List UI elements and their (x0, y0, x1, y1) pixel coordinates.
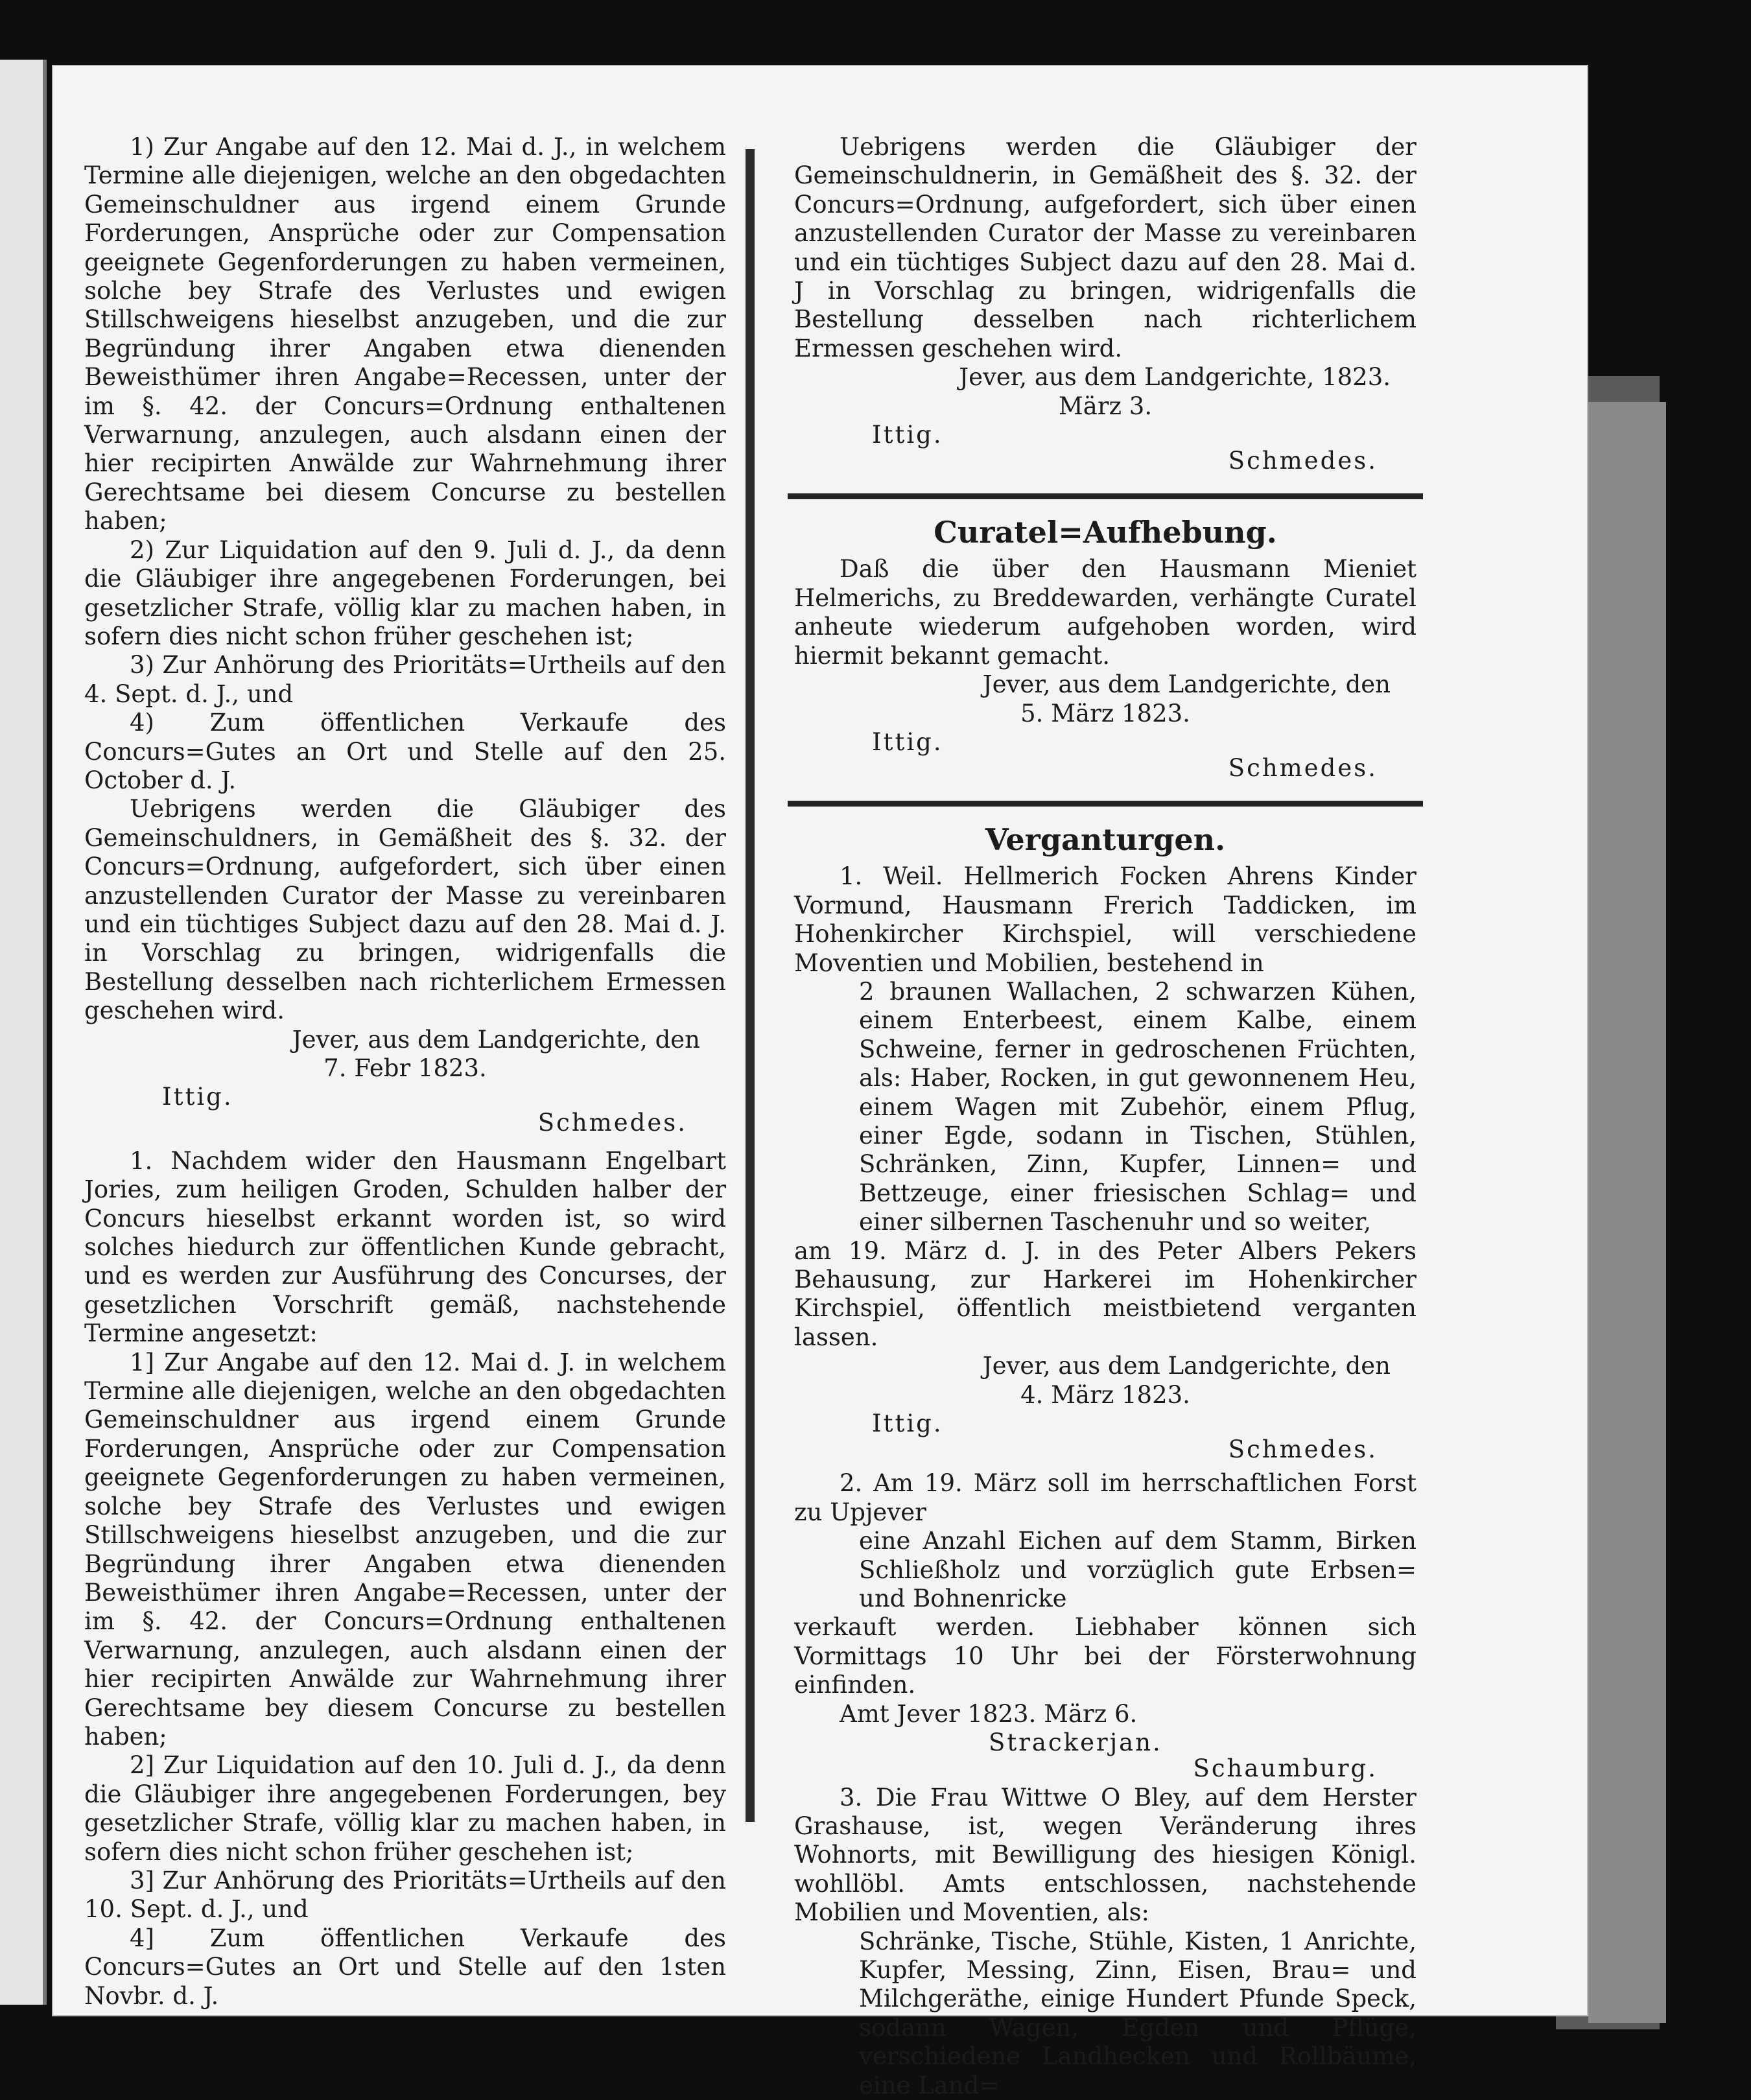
notice-term-3b: 3] Zur Anhörung des Prioritäts=Urtheils auf den 10. Sept. d. J., und (84, 1866, 726, 1924)
signature-ittig: Ittig. (872, 1410, 943, 1438)
section-rule (788, 801, 1423, 807)
signature-date: März 3. (1058, 392, 1153, 420)
heading-curatel: Curatel=Aufhebung. (934, 515, 1277, 550)
signature-place: Jever, aus dem Landgerichte, den (292, 1025, 700, 1054)
signature-date: 5. März 1823. (1020, 699, 1190, 727)
book-edge-pages (1588, 402, 1666, 2023)
notice-term-2b: 2] Zur Liquidation auf den 10. Juli d. J., da denn die Gläubiger ihre angegebenen Forderungen, bey gesetzlicher Strafe, völlig klar zu machen haben, in sofern dies nicht schon früher geschehen ist; (84, 1751, 726, 1866)
auction-2-intro: 2. Am 19. März soll im herrschaftlichen Forst zu Upjever (794, 1469, 1416, 1526)
signature-date: 4. März 1823. (1020, 1380, 1190, 1409)
signature-schmedes: Schmedes. (537, 1109, 687, 1137)
column-divider (746, 149, 755, 1822)
facing-page-edge (0, 60, 47, 2005)
notice-concurs-jories: 1. Nachdem wider den Hausmann Engelbart Jories, zum heiligen Groden, Schulden halber der Concurs hieselbst erkannt worden ist, so wird solches hiedurch zur öffentlichen Kunde gebracht, und es werden zur Ausführung des Concurses, der gesetzlichen Vorschrift gemäß, nachstehende Termine angesetzt: (84, 1146, 726, 1348)
notice-curatel: Daß die über den Hausmann Mieniet Helmerichs, zu Breddewarden, verhängte Curatel anheute wiederum aufgehoben worden, wird hiermit bekannt gemacht. (794, 555, 1416, 670)
signature-schmedes: Schmedes. (1228, 1435, 1378, 1464)
auction-1-items: 2 braunen Wallachen, 2 schwarzen Kühen, einem Enterbeest, einem Kalbe, einem Schweine, ferner in gedroschenen Früchten, als: Haber, Rocken, in gut gewonnenem Heu, einem Wagen mit Zubehör, einem Pflug, einer Egde, sodann in Tischen, Stühlen, Schränken, Zinn, Kupfer, Linnen= und Bettzeuge, einer friesischen Schlag= und einer silbernen Taschenuhr und so weiter, (859, 977, 1416, 1236)
signature-row (794, 1410, 1416, 1464)
signature-place: Jever, aus dem Landgerichte, den (982, 1352, 1391, 1380)
auction-2-details: verkauft werden. Liebhaber können sich Vormittags 10 Uhr bei der Försterwohnung einfinden. (794, 1613, 1416, 1699)
signature-date: 7. Febr 1823. (323, 1054, 487, 1082)
auction-1-intro: 1. Weil. Hellmerich Focken Ahrens Kinder Vormund, Hausmann Frerich Taddicken, im Hohenkircher Kirchspiel, will verschiedene Moventien und Mobilien, bestehend in (794, 862, 1416, 977)
auction-1-details: am 19. März d. J. in des Peter Albers Pekers Behausung, zur Harkerei im Hohenkircher Kirchspiel, öffentlich meistbietend verganten lassen. (794, 1236, 1416, 1351)
signature-place: Jever, aus dem Landgerichte, den (982, 670, 1391, 699)
notice-term-1b: 1] Zur Angabe auf den 12. Mai d. J. in welchem Termine alle diejenigen, welche an den obgedachten Gemeinschuldner aus irgend einem Grunde Forderungen, Ansprüche oder zur Compensation geeignete Gegenforderungen zu haben vermeinen, solche bey Strafe des Verlustes und ewigen Stillschweigens hieselbst anzugeben, und die zur Begründung ihrer Angaben etwa dienenden Beweisthümer ihren Angabe=Recessen, unter der im §. 42. der Concurs=Ordnung enthaltenen Verwarnung, anzulegen, auch alsdann einen der hier recipirten Anwälde zur Wahrnehmung ihrer Gerechtsame bey diesem Concurse zu bestellen haben; (84, 1348, 726, 1751)
section-rule (788, 493, 1423, 499)
signature-strackerjan: Strackerjan. (989, 1728, 1162, 1757)
signature-ittig: Ittig. (872, 727, 943, 756)
heading-vergantungen: Verganturgen. (985, 822, 1226, 858)
notice-term-1: 1) Zur Angabe auf den 12. Mai d. J., in welchem Termine alle diejenigen, welche an den obgedachten Gemeinschuldner aus irgend einem Grunde Forderungen, Ansprüche oder zur Compensation geeignete Gegenforderungen zu haben vermeinen, solche bey Strafe des Verlustes und ewigen Stillschweigens hieselbst anzugeben, und die zur Begründung ihrer Angaben etwa dienenden Beweisthümer ihren Angabe=Recessen, unter der im §. 42. der Concurs=Ordnung enthaltenen Verwarnung, anzulegen, auch alsdann einen der hier recipirten Anwälde zur Wahrnehmung ihrer Gerechtsame bei diesem Concurse zu bestellen haben; (84, 133, 726, 536)
auction-3-items: Schränke, Tische, Stühle, Kisten, 1 Anrichte, Kupfer, Messing, Zinn, Eisen, Brau= und Milchgeräthe, einige Hundert Pfunde Speck, sodann Wagen, Egden und Pflüge, verschiedene Landhecken und Rollbäume, eine Land= (859, 1927, 1416, 2099)
notice-term-2: 2) Zur Liquidation auf den 9. Juli d. J., da denn die Gläubiger ihre angegebenen Forderungen, bei gesetzlicher Strafe, völlig klar zu machen haben, in sofern dies nicht schon früher geschehen ist; (84, 536, 726, 650)
signature-ittig: Ittig. (872, 421, 943, 449)
notice-term-4b: 4] Zum öffentlichen Verkaufe des Concurs=Gutes an Ort und Stelle auf den 1sten Novbr. d. J. (84, 1924, 726, 2010)
signature-schmedes: Schmedes. (1228, 447, 1378, 475)
auction-2-items: eine Anzahl Eichen auf dem Stamm, Birken Schließholz und vorzüglich gute Erbsen= und Bohnenricke (859, 1527, 1416, 1613)
notice-term-3: 3) Zur Anhörung des Prioritäts=Urtheils auf den 4. Sept. d. J., und (84, 651, 726, 708)
signature-schaumburg: Schaumburg. (1193, 1754, 1378, 1783)
signature-schmedes: Schmedes. (1228, 753, 1378, 782)
notice-term-4: 4) Zum öffentlichen Verkaufe des Concurs=Gutes an Ort und Stelle auf den 25. October d. J. (84, 709, 726, 794)
notice-creditors-2: Uebrigens werden die Gläubiger der Gemeinschuldnerin, in Gemäßheit des §. 32. der Concurs=Ordnung, aufgefordert, sich über einen anzustellenden Curator der Masse zu vereinbaren und ein tüchtiges Subject dazu auf den 28. Mai d. J in Vorschlag zu bringen, widrigenfalls die Bestellung desselben nach richterlichem Ermessen geschehen wird. (794, 133, 1416, 362)
signature-row (794, 421, 1416, 475)
notice-creditors: Uebrigens werden die Gläubiger des Gemeinschuldners, in Gemäßheit des §. 32. der Concurs=Ordnung, aufgefordert, sich über einen anzustellenden Curator der Masse zu vereinbaren und ein tüchtiges Subject dazu auf den 28. Mai d. J. in Vorschlag zu bringen, widrigenfalls die Bestellung desselben nach richterlichem Ermessen geschehen wird. (84, 795, 726, 1025)
signature-row (794, 1728, 1416, 1783)
left-column (84, 133, 726, 2011)
signature-row (84, 1083, 726, 1137)
signature-ittig: Ittig. (162, 1083, 233, 1111)
right-column (794, 133, 1416, 2100)
auction-3-intro: 3. Die Frau Wittwe O Bley, auf dem Herster Grashause, ist, wegen Veränderung ihres Wohnorts, mit Bewilligung des hiesigen Königl. wohllöbl. Amts entschlossen, nachstehende Mobilien und Moventien, als: (794, 1783, 1416, 1927)
signature-place: Amt Jever 1823. März 6. (840, 1699, 1138, 1728)
signature-place: Jever, aus dem Landgerichte, 1823. (959, 363, 1391, 392)
signature-row (794, 728, 1416, 783)
